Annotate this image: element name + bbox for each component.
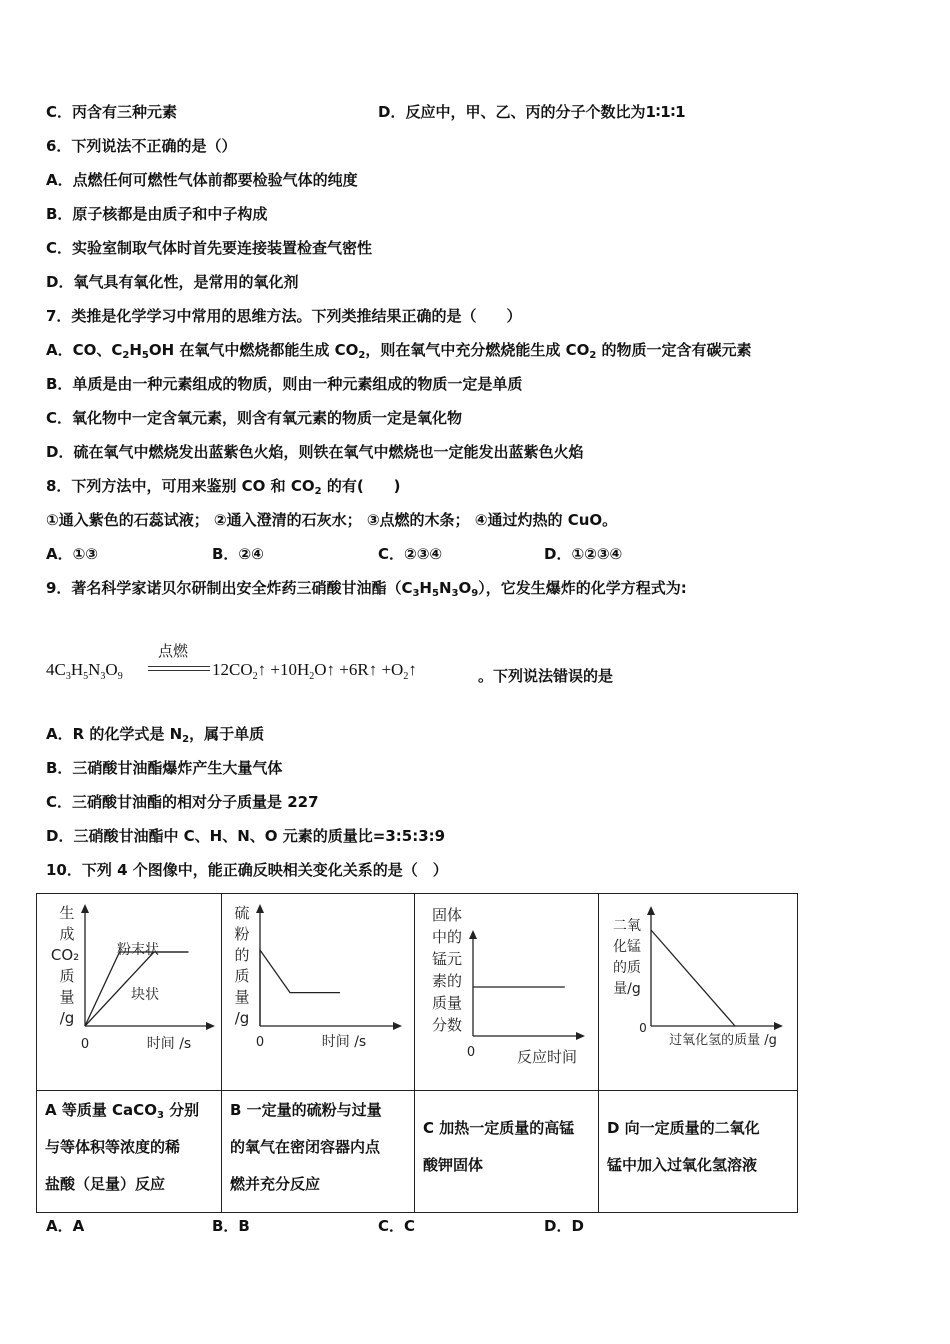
graph-c-ylabel: 质量 — [431, 994, 463, 1012]
q10-option-b: B．B — [212, 1217, 250, 1235]
arrow-up-icon — [469, 930, 477, 939]
graph-b-ylabel: 质 — [234, 967, 250, 985]
q8-option-c: C．②③④ — [378, 545, 443, 563]
series-line-1 — [260, 950, 340, 1026]
graph-a-ylabel: 量 — [59, 988, 75, 1006]
graph-b-ylabel: 的 — [234, 946, 250, 964]
graph-b-origin: 0 — [255, 1035, 265, 1050]
graph-a-ylabel: /g — [59, 1009, 75, 1027]
graph-d-origin: 0 — [639, 1021, 647, 1035]
graph-a-xlabel: 时间 /s — [146, 1036, 192, 1052]
arrow-right-icon — [206, 1022, 215, 1030]
table-divider — [37, 1090, 797, 1091]
graph-b-ylabel: 粉 — [234, 925, 250, 943]
q7-option-a: A．CO、$C_2H_5OH$ 在氧气中燃烧都能生成 $CO_2$，则在氧气中充分燃烧能生成 $CO_2$ 的物质一定含有碳元素 — [46, 341, 752, 361]
q6-option-b: B．原子核都是由质子和中子构成 — [46, 205, 268, 223]
q5-option-d: D．反应中，甲、乙、丙的分子个数比为1∶1∶1 — [378, 103, 686, 121]
graph-a-label-block: 块状 — [131, 987, 159, 1003]
graph-c-description: C 加热一定质量的高锰 酸钾固体 — [423, 1119, 575, 1174]
q8-option-b: B．②④ — [212, 545, 264, 563]
graph-d-xlabel: 过氧化氢的质量 /g — [669, 1033, 777, 1048]
graph-b-ylabel: /g — [234, 1009, 250, 1027]
q6-stem: 6．下列说法不正确的是（） — [46, 137, 237, 155]
graph-c-origin: 0 — [466, 1045, 476, 1060]
graph-d-ylabel: 化锰 — [613, 939, 641, 955]
q10-option-c: C．C — [378, 1217, 416, 1235]
graph-c-ylabel: 锰元 — [431, 950, 463, 968]
q6-option-a: A．点燃任何可燃性气体前都要检验气体的纯度 — [46, 171, 358, 189]
graph-a-description: A 等质量 CaCO$_3$ 分别 与等体积等浓度的稀 盐酸（足量）反应 — [45, 1101, 200, 1193]
graph-b-xlabel: 时间 /s — [321, 1034, 367, 1050]
graph-c-ylabel: 素的 — [431, 972, 463, 990]
graph-a-ylabel: CO₂ — [50, 946, 80, 964]
arrow-right-icon — [576, 1032, 585, 1040]
q9-option-b: B．三硝酸甘油酯爆炸产生大量气体 — [46, 759, 283, 777]
q9-option-c: C．三硝酸甘油酯的相对分子质量是 227 — [46, 793, 319, 811]
q9-option-a: A．R 的化学式是 $N_2$，属于单质 — [46, 725, 265, 745]
equation-arrow-bottom — [148, 670, 210, 671]
q9-option-d: D．三硝酸甘油酯中 C、H、N、O 元素的质量比=3:5:3:9 — [46, 827, 446, 845]
arrow-up-icon — [81, 904, 89, 913]
series-line-1 — [651, 930, 735, 1026]
graph-b-description: B 一定量的硫粉与过量 的氧气在密闭容器内点 燃并充分反应 — [230, 1101, 382, 1193]
q9-equation-tail: 。下列说法错误的是 — [478, 667, 614, 685]
q9-stem: 9．著名科学家诺贝尔研制出安全炸药三硝酸甘油酯$(C_3H_5N_3O_9)$，它发生爆炸的化学方程式为: — [46, 579, 687, 599]
graph-b-ylabel: 量 — [234, 988, 250, 1006]
arrow-right-icon — [393, 1022, 402, 1030]
graph-d — [599, 894, 797, 1090]
q7-stem: 7．类推是化学学习中常用的思维方法。下列类推结果正确的是（ ） — [46, 307, 522, 325]
equation-condition: 点燃 — [158, 642, 189, 660]
graph-c-ylabel: 分数 — [431, 1016, 463, 1034]
graph-a-label-powder: 粉末状 — [117, 942, 159, 958]
graph-table — [36, 893, 798, 1213]
q8-methods: ①通入紫色的石蕊试液； ②通入澄清的石灰水； ③点燃的木条； ④通过灼热的 CuO。 — [46, 511, 618, 529]
graph-a — [37, 894, 221, 1090]
q7-option-d: D．硫在氧气中燃烧发出蓝紫色火焰，则铁在氧气中燃烧也一定能发出蓝紫色火焰 — [46, 443, 584, 461]
graph-d-series — [651, 930, 735, 1026]
graph-c-ylabel: 固体 — [431, 906, 463, 924]
graph-d-ylabel: 的质 — [613, 960, 641, 976]
graph-b-series — [260, 950, 340, 1026]
graph-c-ylabel: 中的 — [431, 928, 463, 946]
q10-option-a: A．A — [46, 1217, 85, 1235]
q6-option-c: C．实验室制取气体时首先要连接装置检查气密性 — [46, 239, 373, 257]
graph-c — [415, 894, 598, 1090]
graph-c-xlabel: 反应时间 — [516, 1048, 578, 1066]
equation-reactant: $4C_3H_5N_3O_9$ — [46, 660, 123, 682]
q10-option-d: D．D — [544, 1217, 584, 1235]
q5-option-c: C．丙含有三种元素 — [46, 103, 178, 121]
graph-b-ylabel: 硫 — [234, 904, 250, 922]
graph-a-ylabel: 成 — [59, 925, 75, 943]
graph-d-description: D 向一定质量的二氧化 锰中加入过氧化氢溶液 — [607, 1119, 760, 1174]
graph-a-ylabel: 生 — [59, 904, 75, 922]
q7-option-c: C．氧化物中一定含氧元素，则含有氧元素的物质一定是氧化物 — [46, 409, 463, 427]
q8-stem: 8．下列方法中，可用来鉴别 CO 和 $CO_2$ 的有( ) — [46, 477, 401, 497]
graph-a-origin: 0 — [80, 1037, 90, 1052]
equation-arrow-top — [148, 666, 210, 667]
graph-d-ylabel: 二氧 — [613, 918, 641, 934]
graph-b — [222, 894, 414, 1090]
q8-option-d: D．①②③④ — [544, 545, 623, 563]
arrow-right-icon — [774, 1022, 783, 1030]
equation-products: $12CO_2↑$ $+10H_2O↑$ +6R↑ $+O_2↑$ — [212, 660, 417, 682]
q10-stem: 10．下列 4 个图像中，能正确反映相关变化关系的是（ ） — [46, 861, 448, 879]
graph-a-ylabel: 质 — [59, 967, 75, 985]
q7-option-b: B．单质是由一种元素组成的物质，则由一种元素组成的物质一定是单质 — [46, 375, 523, 393]
arrow-up-icon — [256, 904, 264, 913]
q6-option-d: D．氧气具有氧化性，是常用的氧化剂 — [46, 273, 299, 291]
graph-d-ylabel: 量/g — [613, 981, 641, 997]
arrow-up-icon — [647, 906, 655, 915]
q8-option-a: A．①③ — [46, 545, 99, 563]
